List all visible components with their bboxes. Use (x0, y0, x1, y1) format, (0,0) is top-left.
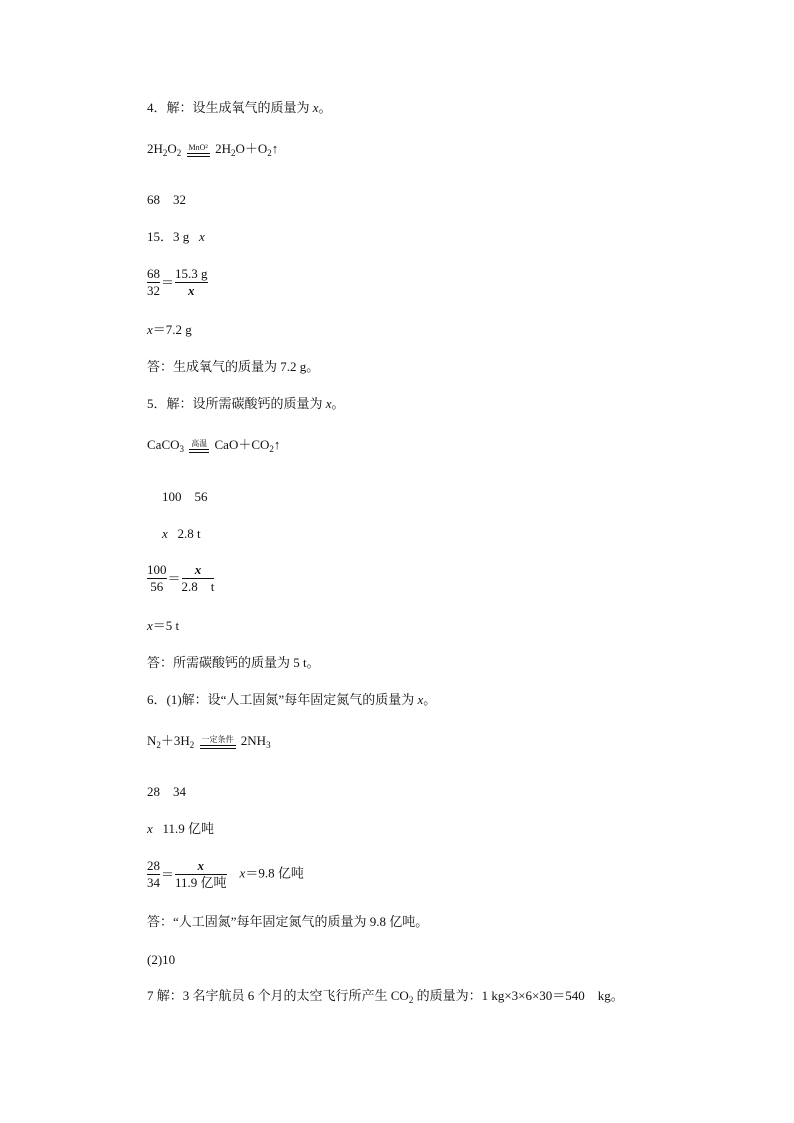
double-line (200, 745, 236, 749)
q5-intro: 5．解：设所需碳酸钙的质量为 x。 (147, 396, 345, 411)
q4-mass-line: 68 32 (147, 192, 187, 207)
q6-equation: $N_2+3H_2$ 一定条件 $2NH_3$ (147, 733, 271, 750)
q5-mass-line: 100 56 (162, 489, 208, 504)
reaction-condition: 一定条件 (200, 735, 236, 749)
double-line (187, 153, 210, 157)
fraction: $\frac{100}{56}$ (147, 562, 167, 594)
double-line (189, 449, 209, 453)
q6-intro: 6．(1)解：设“人工固氮”每年固定氮气的质量为 x。 (147, 692, 437, 707)
q4-intro: 4．解：设生成氧气的质量为 x。 (147, 100, 332, 115)
q5-equation: CaCO$_3$ 高温 $CaO+CO_2↑$ (147, 437, 281, 454)
q5-result: x＝5 t (147, 618, 180, 633)
q5-given-line: x 2.8 t (162, 526, 201, 541)
q4-result: x＝7.2 g (147, 322, 192, 337)
gas-arrow-icon: ↑ (271, 141, 279, 156)
q6-mass-line: 28 34 (147, 784, 187, 799)
fraction: $\frac{x}{\text{11.9 亿吨}}$ (175, 858, 227, 890)
q4-answer: 答：生成氧气的质量为 7.2 g。 (147, 359, 320, 374)
q5-answer: 答：所需碳酸钙的质量为 5 t。 (147, 655, 320, 670)
gas-arrow-icon: ↑ (273, 437, 281, 452)
q6-answer: 答：“人工固氮”每年固定氮气的质量为 9.8 亿吨。 (147, 914, 429, 929)
reaction-condition: MnO² (187, 143, 210, 157)
q6-given-line: x 11.9 亿吨 (147, 821, 215, 836)
q6-proportion: $\frac{28}{34}$ ＝ $\frac{x}{\text{11.9 亿吨}}$ x＝9.8 亿吨 (147, 858, 304, 890)
q4-equation: $2H_2O_2$ MnO² $2H_2O+O_2↑$ (147, 141, 279, 158)
q4-proportion: $\frac{68}{32}$ ＝ $\frac{15.3 g}{x}$ (147, 266, 208, 298)
fraction: $\frac{x}{2.8 t}$ (181, 562, 215, 594)
q4-given-line: 15．3 g x (147, 229, 205, 244)
q7-text: 7 解：3 名宇航员 6 个月的太空飞行所产生 $CO_2$ 的质量为：1 kg×3×6×30＝540 kg。 (147, 988, 624, 1005)
fraction: $\frac{28}{34}$ (147, 858, 160, 890)
reaction-condition: 高温 (189, 439, 209, 453)
fraction: $\frac{15.3 g}{x}$ (175, 266, 208, 298)
q6-part2: (2)10 (147, 952, 176, 967)
fraction: $\frac{68}{32}$ (147, 266, 160, 298)
q5-proportion: $\frac{100}{56}$ ＝ $\frac{x}{2.8 t}$ (147, 562, 215, 594)
